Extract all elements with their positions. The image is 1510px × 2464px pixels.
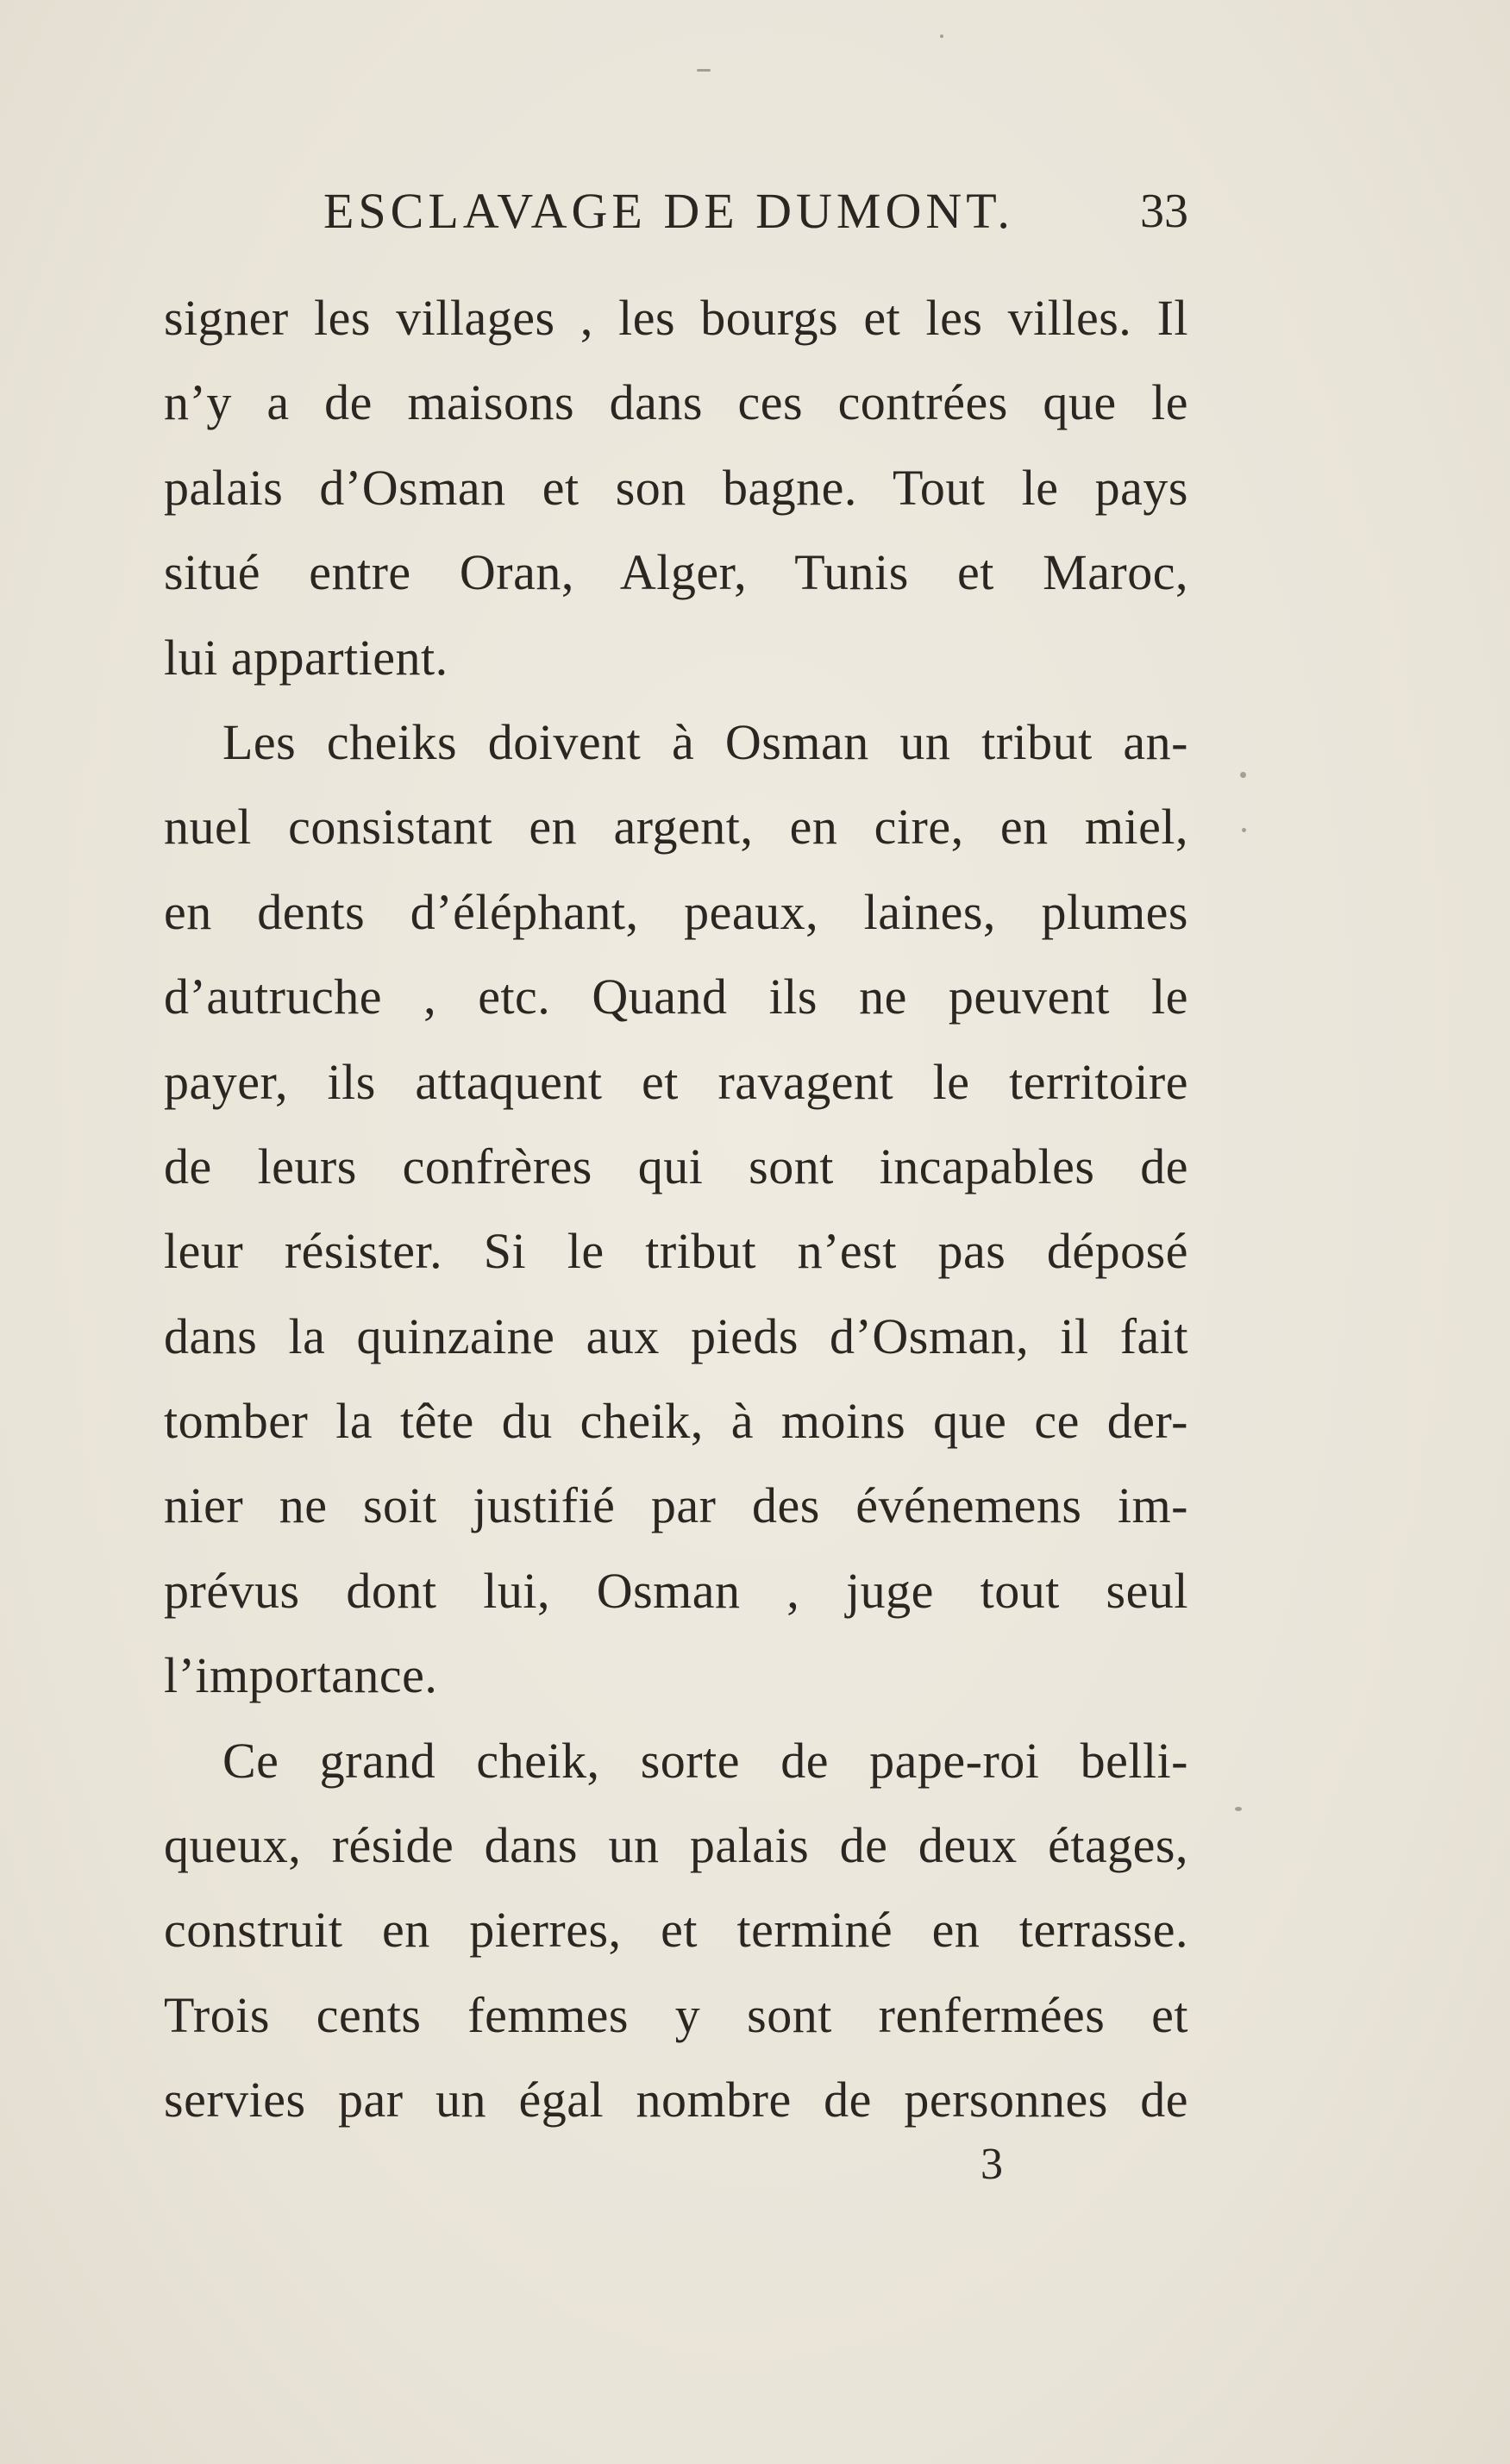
body-text [164,276,1188,2143]
text-line: n’y a de maisons dans ces contrées que le [164,374,1188,431]
page-number: 33 [1140,185,1188,238]
text-line: nier ne soit justifié par des événemens im- [164,1477,1188,1534]
text-line: tomber la tête du cheik, à moins que ce der- [164,1393,1188,1450]
text-line: signer les villages , les bourgs et les villes. Il [164,290,1188,346]
text-line: Les cheiks doivent à Osman un tribut an- [222,713,1188,770]
text-line: servies par un égal nombre de personnes de [164,2072,1188,2129]
text-line: queux, réside dans un palais de deux étages, [164,1817,1188,1874]
running-title: ESCLAVAGE DE DUMONT. [323,183,1014,239]
text-line: situé entre Oran, Alger, Tunis et Maroc, [164,544,1188,601]
text-line: prévus dont lui, Osman , juge tout seul [164,1562,1188,1619]
text-line: leur résister. Si le tribut n’est pas déposé [164,1223,1188,1280]
text-line: dans la quinzaine aux pieds d’Osman, il fait [164,1307,1188,1364]
text-line: en dents d’éléphant, peaux, laines, plumes [164,883,1188,940]
text-line: payer, ils attaquent et ravagent le territoire [164,1053,1188,1110]
signature-mark: 3 [981,2140,1003,2189]
text-line: de leurs confrères qui sont incapables de [164,1138,1188,1194]
text-line: palais d’Osman et son bagne. Tout le pays [164,459,1188,516]
paper-speck [1242,828,1246,832]
text-line: lui appartient. [164,629,448,686]
text-line: Trois cents femmes y sont renfermées et [164,1986,1188,2043]
paper-speck [1235,1807,1242,1811]
paper-speck [697,69,711,72]
paper-speck [940,34,943,38]
text-line: d’autruche , etc. Quand ils ne peuvent le [164,969,1188,1025]
text-line: Ce grand cheik, sorte de pape-roi belli- [222,1732,1188,1789]
paper-speck [1240,772,1246,778]
text-line: l’importance. [164,1647,438,1704]
page-header [164,177,1188,246]
text-line: nuel consistant en argent, en cire, en miel, [164,799,1188,856]
text-line: construit en pierres, et terminé en terrasse. [164,1902,1188,1959]
